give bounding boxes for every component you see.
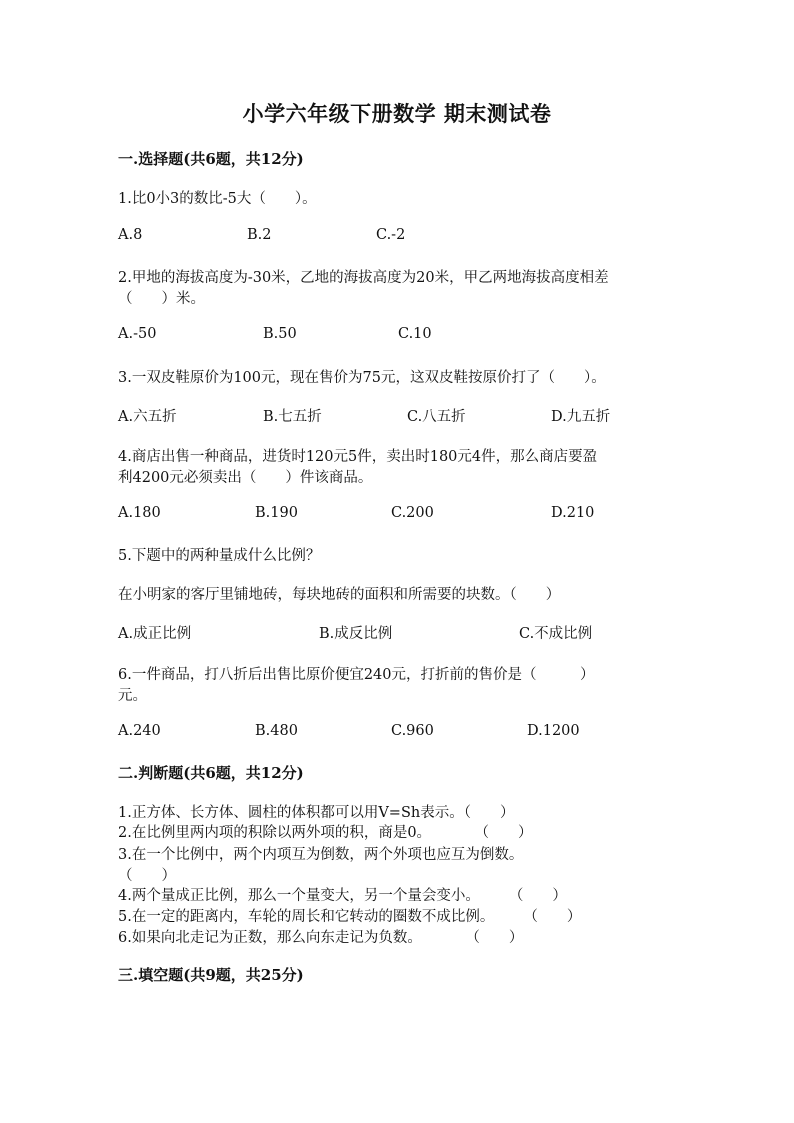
question-3-option-a: A.六五折 [118,409,177,425]
judgement-item-1: 1.正方体、长方体、圆柱的体积都可以用V=Sh表示。（ ） [118,805,515,821]
judgement-item-3: 3.在一个比例中，两个内项互为倒数，两个外项也应互为倒数。 [118,847,524,863]
judgement-item-5: 5.在一定的距离内，车轮的周长和它转动的圈数不成比例。 （ ） [118,909,582,925]
question-2-option-a: A.-50 [118,326,157,342]
section-heading-fill-blank: 三.填空题(共9题，共25分) [118,966,304,984]
judgement-item-3-cont: （ ） [118,868,176,884]
section-heading-choice: 一.选择题(共6题，共12分) [118,150,304,168]
section-heading-judgement: 二.判断题(共6题，共12分) [118,764,304,782]
question-5-text: 5.下题中的两种量成什么比例？ [118,548,321,564]
judgement-item-6: 6.如果向北走记为正数，那么向东走记为负数。 （ ） [118,930,524,946]
question-6-option-b: B.480 [255,723,298,739]
question-3-option-b: B.七五折 [263,409,322,425]
question-6-option-d: D.1200 [527,723,580,739]
question-2-text-cont: （ ）米。 [118,291,205,307]
question-2-option-b: B.50 [263,326,297,342]
question-4-option-d: D.210 [551,505,595,521]
question-3-text: 3.一双皮鞋原价为100元，现在售价为75元，这双皮鞋按原价打了（ ）。 [118,370,606,386]
question-1-option-b: B.2 [247,227,272,243]
page-title: 小学六年级下册数学 期末测试卷 [242,101,552,126]
question-4-text-cont: 利4200元必须卖出（ ）件该商品。 [118,470,373,486]
question-4-option-b: B.190 [255,505,298,521]
question-6-text-cont: 元。 [118,688,147,704]
question-5-option-c: C.不成比例 [519,626,593,642]
judgement-item-4: 4.两个量成正比例，那么一个量变大，另一个量会变小。 （ ） [118,888,567,904]
question-6-text: 6.一件商品，打八折后出售比原价便宜240元，打折前的售价是（ ） [118,667,595,683]
question-3-option-c: C.八五折 [407,409,466,425]
question-1-option-c: C.-2 [376,227,406,243]
question-5-subtext: 在小明家的客厅里铺地砖，每块地砖的面积和所需要的块数。（ ） [118,587,561,603]
question-4-text: 4.商店出售一种商品，进货时120元5件，卖出时180元4件，那么商店要盈 [118,449,598,465]
question-4-option-a: A.180 [118,505,161,521]
question-6-option-a: A.240 [118,723,161,739]
question-5-option-a: A.成正比例 [118,626,192,642]
question-1-option-a: A.8 [118,227,143,243]
question-4-option-c: C.200 [391,505,434,521]
judgement-item-2: 2.在比例里两内项的积除以两外项的积，商是0。 （ ） [118,825,533,841]
question-2-option-c: C.10 [398,326,432,342]
question-3-option-d: D.九五折 [551,409,611,425]
question-6-option-c: C.960 [391,723,434,739]
question-5-option-b: B.成反比例 [319,626,393,642]
question-1-text: 1.比0小3的数比-5大（ ）。 [118,191,317,207]
question-2-text: 2.甲地的海拔高度为-30米，乙地的海拔高度为20米，甲乙两地海拔高度相差 [118,270,609,286]
